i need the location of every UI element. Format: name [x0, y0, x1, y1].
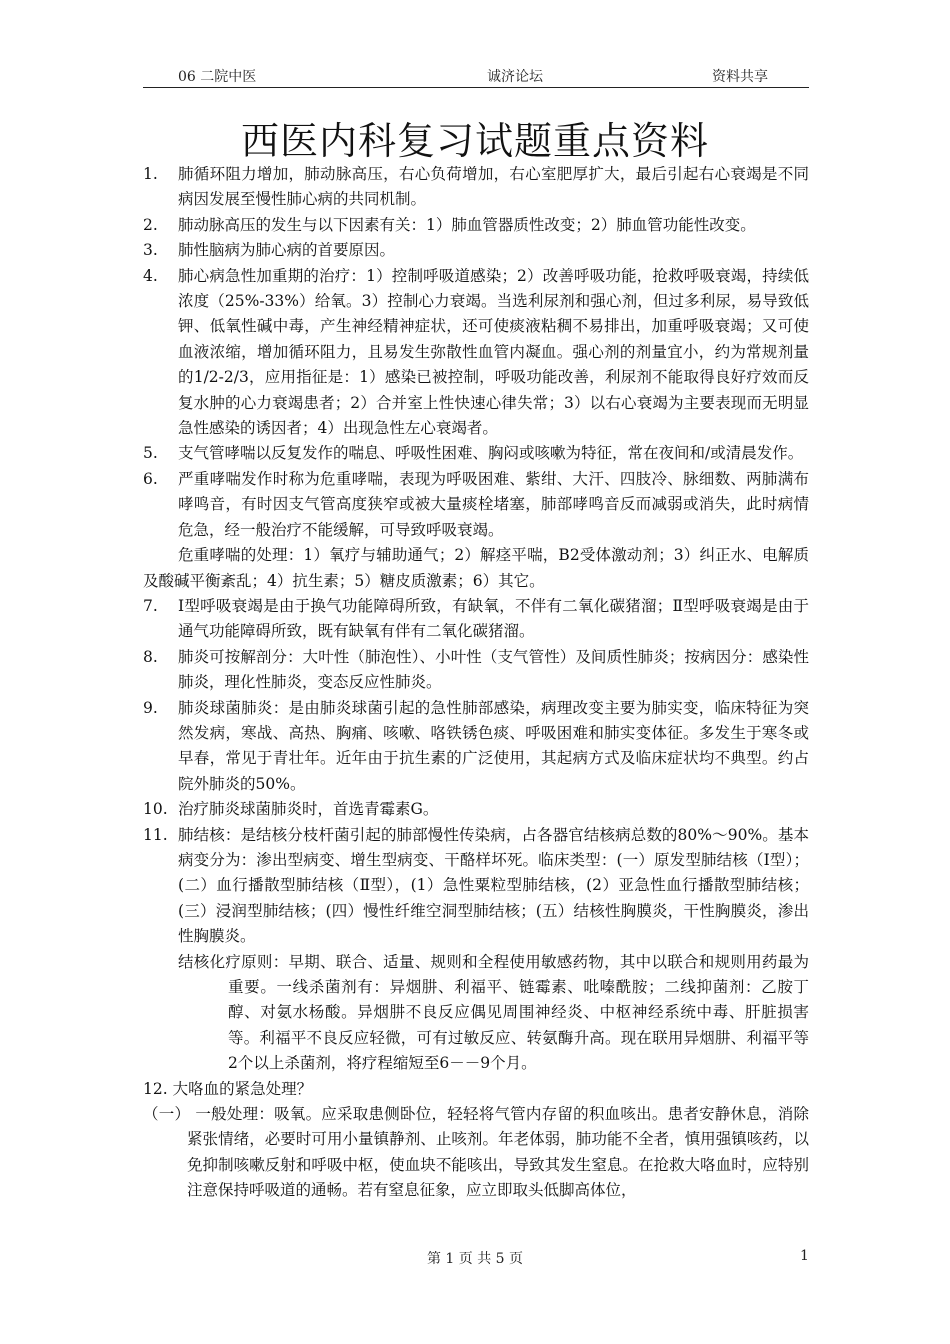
item-6-continuation: 危重哮喘的处理：1）氧疗与辅助通气；2）解痉平喘，B2受体激动剂；3）纠正水、电解质及酸碱平衡紊乱；4）抗生素；5）糖皮质激素；6）其它。	[143, 546, 809, 590]
list-item	[143, 238, 809, 263]
footer-page-info: 第 1 页 共 5 页	[426, 1251, 524, 1267]
header-left-text: 06 二院中医	[178, 69, 257, 85]
list-item	[143, 645, 809, 696]
footer-page-number: 1	[800, 1248, 809, 1264]
header-center-text: 诚济论坛	[487, 69, 543, 85]
list-item	[143, 797, 809, 822]
list-item	[143, 441, 809, 466]
document-title: 西医内科复习试题重点资料	[240, 119, 709, 163]
item-number: 7.	[143, 596, 158, 615]
list-item	[143, 696, 809, 798]
header-rule	[143, 87, 809, 88]
item-text: 肺炎可按解剖分：大叶性（肺泡性）、小叶性（支气管性）及间质性肺炎；按病因分：感染性肺炎，理化性肺炎，变态反应性肺炎。	[178, 647, 809, 692]
item-11-continuation: 结核化疗原则：早期、联合、适量、规则和全程使用敏感药物，其中以联合和规则用药最为重要。一线杀菌剂有：异烟肼、利福平、链霉素、吡嗪酰胺；二线抑菌剂：乙胺丁醇、对氨水杨酸。异烟肼不良反应偶见周围神经炎、中枢神经系统中毒、肝脏损害等。利福平不良反应轻微，可有过敏反应、转氨酶升高。现在联用异烟肼、利福平等2个以上杀菌剂，将疗程缩短至6－－9个月。	[178, 952, 809, 1073]
item-12-subsection: （一） 一般处理：吸氧。应采取患侧卧位，轻轻将气管内存留的积血咳出。患者安静休息，消除紧张情绪，必要时可用小量镇静剂、止咳剂。年老体弱，肺功能不全者，慎用强镇咳药，以免抑制咳嗽反射和呼吸中枢，使血块不能咳出，导致其发生窒息。在抢救大咯血时，应特别注意保持呼吸道的通畅。若有窒息征象，应立即取头低脚高体位，	[143, 1105, 809, 1200]
item-text: 严重哮喘发作时称为危重哮喘，表现为呼吸困难、紫绀、大汗、四肢冷、脉细数、两肺满布哮鸣音，有时因支气管高度狭窄或被大量痰栓堵塞，肺部哮鸣音反而减弱或消失，此时病情危急，经一般治疗不能缓解，可导致呼吸衰竭。	[178, 469, 809, 539]
item-number: 2.	[143, 215, 158, 234]
item-text: 肺结核：是结核分枝杆菌引起的肺部慢性传染病，占各器官结核病总数的80%～90%。基本病变分为：渗出型病变、增生型病变、干酪样坏死。临床类型：(一）原发型肺结核（Ⅰ型）；(二）血行播散型肺结核（Ⅱ型），(1）急性粟粒型肺结核，(2）亚急性血行播散型肺结核；(三）浸润型肺结核；(四）慢性纤维空洞型肺结核；(五）结核性胸膜炎，干性胸膜炎，渗出性胸膜炎。	[178, 825, 809, 946]
item-text: 肺动脉高压的发生与以下因素有关：1）肺血管器质性改变；2）肺血管功能性改变。	[178, 215, 756, 234]
list-item	[143, 467, 809, 543]
header-right-text: 资料共享	[712, 69, 768, 85]
item-number: 11.	[143, 825, 168, 844]
item-number: 3.	[143, 241, 158, 260]
list-item	[143, 162, 809, 213]
item-number: 6.	[143, 469, 158, 488]
list-item	[143, 264, 809, 442]
list-item	[143, 823, 809, 950]
list-item	[143, 594, 809, 645]
item-number: 1.	[143, 165, 158, 183]
item-text: 治疗肺炎球菌肺炎时，首选青霉素G。	[178, 800, 439, 819]
item-number: 4.	[143, 266, 158, 285]
item-text: 肺循环阻力增加，肺动脉高压，右心负荷增加，右心室肥厚扩大，最后引起右心衰竭是不同病因发展至慢性肺心病的共同机制。	[178, 165, 809, 209]
list-item	[143, 213, 809, 238]
item-text: 肺心病急性加重期的治疗：1）控制呼吸道感染；2）改善呼吸功能，抢救呼吸衰竭，持续低浓度（25%-33%）给氧。3）控制心力衰竭。当选利尿剂和强心剂，但过多利尿，易导致低钾、低氧性碱中毒，产生神经精神症状，还可使痰液粘稠不易排出，加重呼吸衰竭；又可使血液浓缩，增加循环阻力，且易发生弥散性血管内凝血。强心剂的剂量宜小，约为常规剂量的1/2-2/3，应用指征是：1）感染已被控制，呼吸功能改善，利尿剂不能取得良好疗效而反复水肿的心力衰竭患者；2）合并室上性快速心律失常；3）以右心衰竭为主要表现而无明显急性感染的诱因者；4）出现急性左心衰竭者。	[178, 266, 809, 438]
item-number: 5.	[143, 444, 158, 463]
document-body	[143, 162, 809, 1204]
item-12-heading: 12. 大咯血的紧急处理？	[143, 1079, 313, 1098]
item-number: 9.	[143, 698, 158, 717]
item-text: 肺性脑病为肺心病的首要原因。	[178, 241, 396, 260]
item-text: Ⅰ型呼吸衰竭是由于换气功能障碍所致，有缺氧，不伴有二氧化碳猪溜；Ⅱ型呼吸衰竭是由于通气功能障碍所致，既有缺氧有伴有二氧化碳猪溜。	[178, 596, 809, 641]
item-text: 肺炎球菌肺炎：是由肺炎球菌引起的急性肺部感染，病理改变主要为肺实变，临床特征为突然发病，寒战、高热、胸痛、咳嗽、咯铁锈色痰、呼吸困难和肺实变体征。多发生于寒冬或早春，常见于青壮年。近年由于抗生素的广泛使用，其起病方式及临床症状均不典型。约占院外肺炎的50%。	[178, 698, 809, 793]
item-text: 支气管哮喘以反复发作的喘息、呼吸性困难、胸闷或咳嗽为特征，常在夜间和/或清晨发作。	[178, 444, 804, 463]
item-number: 10.	[143, 800, 168, 819]
item-number: 8.	[143, 647, 158, 666]
